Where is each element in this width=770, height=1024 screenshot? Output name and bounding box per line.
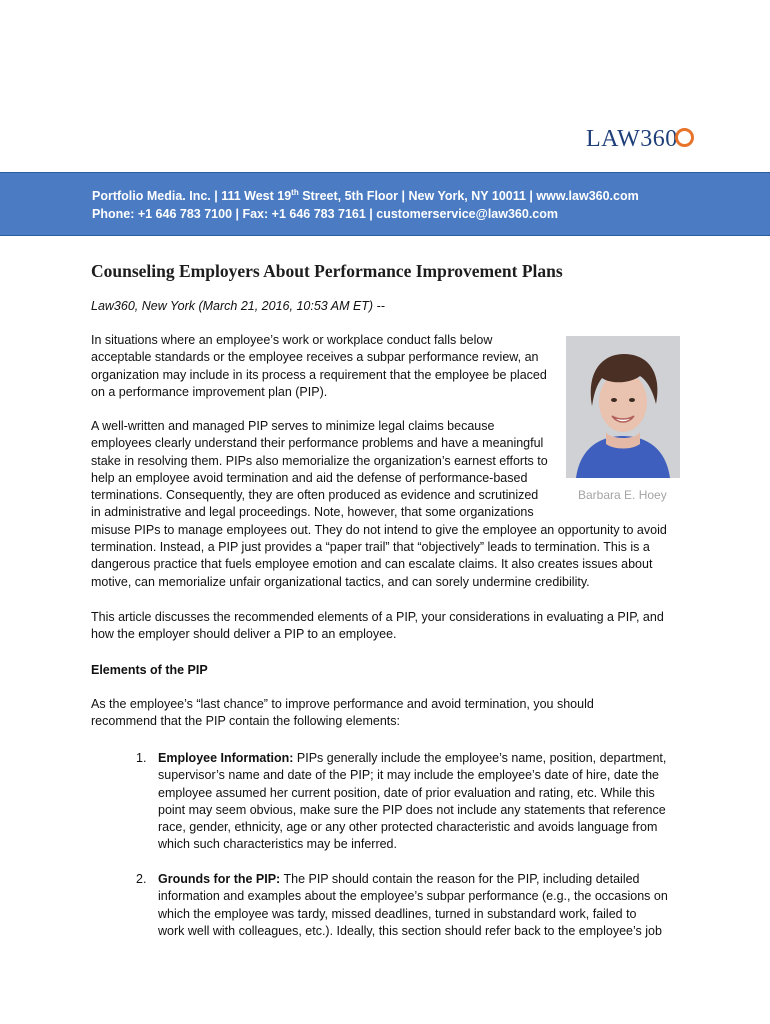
list-item-label: Grounds for the PIP: bbox=[158, 872, 281, 886]
law360-logo bbox=[586, 126, 694, 153]
header-contact-line: Phone: +1 646 783 7100 | Fax: +1 646 783 7161 | customerservice@law360.com bbox=[92, 207, 559, 221]
photo-caption: Barbara E. Hoey bbox=[578, 488, 667, 502]
list-item-number: 2. bbox=[136, 872, 147, 886]
list-item-number: 1. bbox=[136, 751, 147, 765]
header-address-line: Portfolio Media. Inc. | 111 West 19th Street, 5th Floor | New York, NY 10011 | www.law360.com bbox=[92, 188, 639, 204]
list-item-body: Grounds for the PIP: The PIP should contain the reason for the PIP, including detailed information and examples about the employee’s subpar performance (e.g., the occasions on which the employee was tardy, missed deadlines, turned in substandard work, failed to work well with colleagues, etc.). Ideally, this section should refer back to the employee’s job bbox=[158, 872, 668, 938]
section-intro: As the employee’s “last chance” to improve performance and avoid termination, you should recommend that the PIP contain the following elements: bbox=[91, 697, 594, 729]
list-item-body: Employee Information: PIPs generally include the employee’s name, position, department, supervisor’s name and date of the PIP; it may include the employee’s date of hire, date the employee assumed her current position, date of prior evaluation and rating, etc. While this point may seem obvious, make sure the PIP does not include any statements that reference race, gender, ethnicity, age or any other protected characteristic and avoids language from which such characteristics may be inferred. bbox=[158, 751, 667, 852]
logo-text: LAW360 bbox=[586, 126, 678, 152]
logo-ring-icon bbox=[675, 128, 694, 147]
paragraph-1: In situations where an employee’s work or workplace conduct falls below acceptable standards or the employee receives a subpar performance review, an organization may include in its process a requirement that the employee be placed on a performance improvement plan (PIP). bbox=[91, 333, 547, 399]
paragraph-2: A well-written and managed PIP serves to minimize legal claims because employees clearly understand their performance problems and have a meaningful stake in resolving them. PIPs also memorialize the organization’s earnest efforts to help an employee avoid termination and aid the defense of performance-based terminations. Consequently, they are often produced as evidence and scrutinized in administrative and legal proceedings. Note, however, that some organizations misuse PIPs to manage employees out. They do not intend to give the employee an opportunity to avoid termination. Instead, a PIP just provides a “paper trail” that “objectively” leads to termination. This is a dangerous practice that fuels employee emotion and can escalate claims. It also creates issues about motive, can memorialize unfair organizational tactics, and can sorely undermine credibility. bbox=[91, 419, 667, 589]
list-item-label: Employee Information: bbox=[158, 751, 294, 765]
paragraph-3: This article discusses the recommended elements of a PIP, your considerations in evaluating a PIP, and how the employer should deliver a PIP to an employee. bbox=[91, 610, 664, 642]
article-dateline: Law360, New York (March 21, 2016, 10:53 AM ET) -- bbox=[91, 299, 385, 313]
section-heading: Elements of the PIP bbox=[91, 663, 208, 677]
article-title: Counseling Employers About Performance Improvement Plans bbox=[91, 261, 563, 281]
header-band bbox=[0, 172, 770, 236]
